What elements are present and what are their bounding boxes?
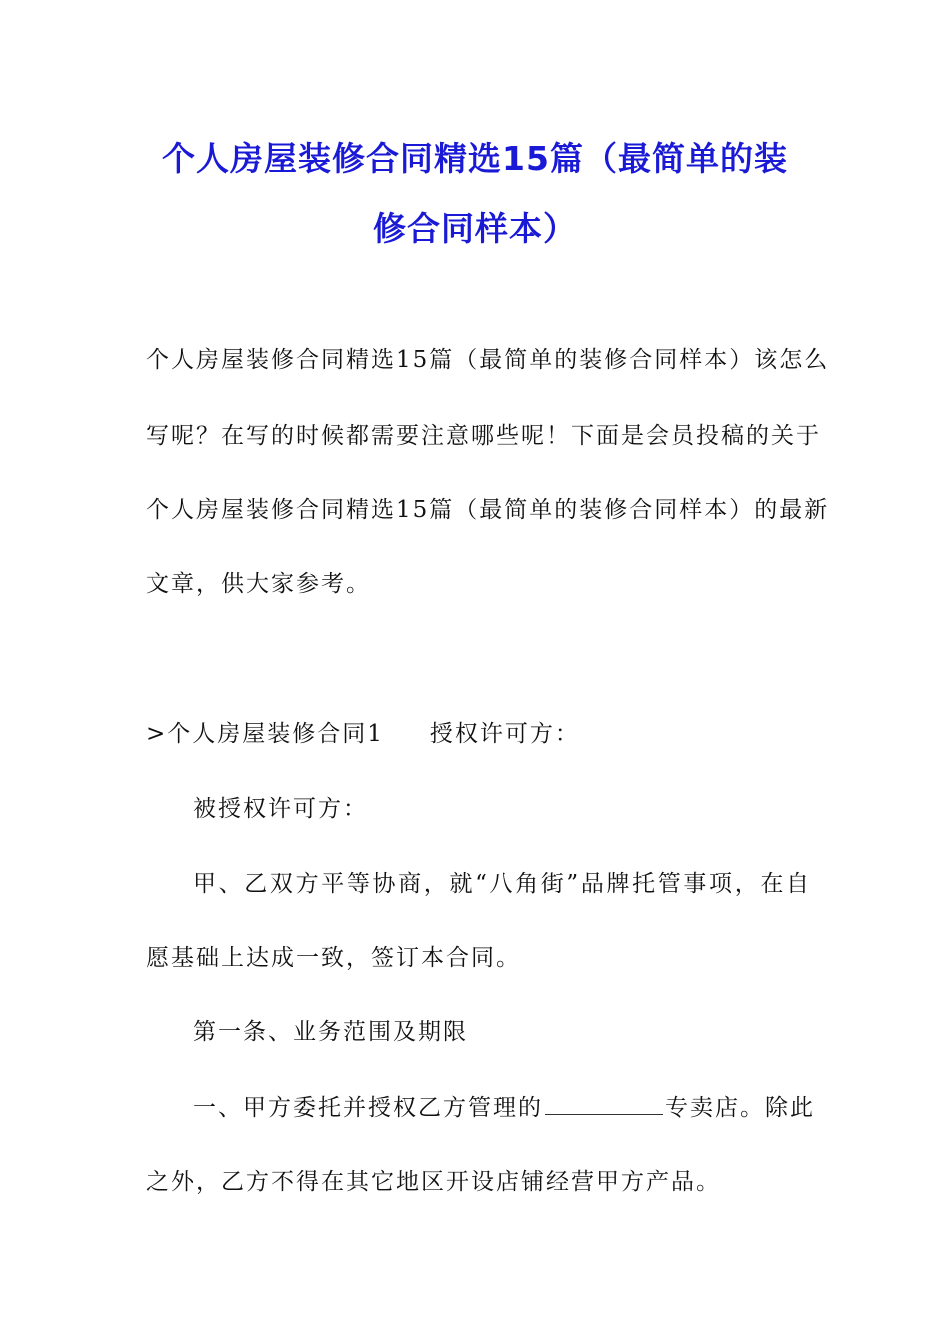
agreement-line-2: 愿基础上达成一致，签订本合同。 [146,945,521,971]
section-heading-row [146,719,811,749]
clause-1-line-1 [193,1093,815,1123]
licensee-label: 被授权许可方： [193,796,368,822]
clause-1-part-1: 一、甲方委托并授权乙方管理的 [193,1095,543,1121]
store-name-blank [545,1094,663,1115]
intro-line-1: 个人房屋装修合同精选15篇（最简单的装修合同样本）该怎么 [146,347,830,373]
agreement-line-1: 甲、乙双方平等协商，就“八角街”品牌托管事项，在自 [193,871,811,897]
clause-1-line-2: 之外，乙方不得在其它地区开设店铺经营甲方产品。 [146,1169,721,1195]
document-title-line-2: 修合同样本） [373,209,577,248]
intro-line-3: 个人房屋装修合同精选15篇（最简单的装修合同样本）的最新 [146,497,830,523]
clause-1-part-2: 专卖店。除此 [665,1095,815,1121]
document-title-line-1: 个人房屋装修合同精选15篇（最简单的装 [162,139,788,178]
section-heading: >个人房屋装修合同1 [146,721,384,747]
intro-line-4: 文章，供大家参考。 [146,571,371,597]
licensor-label: 授权许可方： [429,721,580,747]
intro-line-2: 写呢？在写的时候都需要注意哪些呢！下面是会员投稿的关于 [146,423,821,449]
article-1-title: 第一条、业务范围及期限 [193,1019,468,1045]
